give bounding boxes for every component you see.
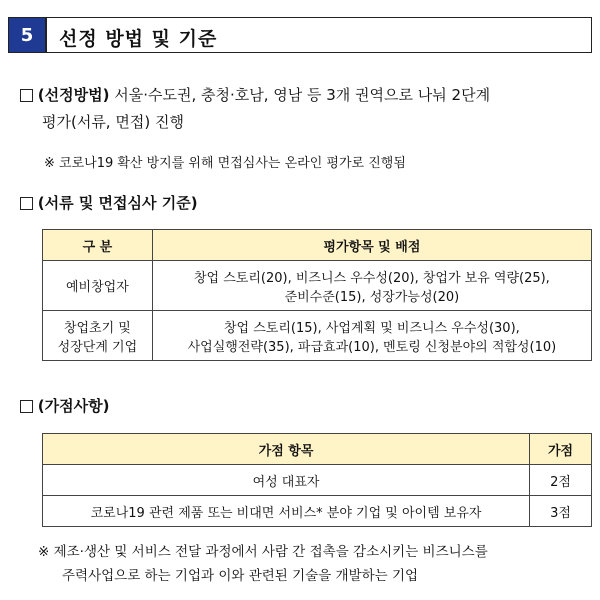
criteria-col-items: 평가항목 및 배점: [152, 230, 591, 261]
table-row: [43, 311, 592, 361]
table-row: [43, 496, 592, 527]
criteria-heading-row: [20, 190, 198, 217]
criteria-heading: (서류 및 면접심사 기준): [37, 194, 198, 212]
criteria-category: 창업초기 및 성장단계 기업: [43, 311, 153, 361]
criteria-table-header: [43, 230, 592, 261]
bonus-table-header: [43, 434, 592, 465]
method-note: ※ 코로나19 확산 방지를 위해 면접심사는 온라인 평가로 진행됨: [44, 156, 406, 171]
bonus-col-points: 가점: [530, 434, 592, 465]
section-header: [8, 17, 592, 53]
section-number: 5: [9, 18, 47, 52]
checkbox-icon: [20, 400, 33, 413]
criteria-col-category: 구 분: [43, 230, 153, 261]
method-paragraph: [20, 82, 590, 136]
method-text-line1: 서울·수도권, 충청·호남, 영남 등 3개 권역으로 나눠 2단계: [114, 86, 491, 104]
criteria-category: 예비창업자: [43, 261, 153, 311]
bonus-footnote-line1: ※ 제조·생산 및 서비스 전달 과정에서 사람 간 접촉을 감소시키는 비즈니스를: [38, 544, 488, 560]
method-label: (선정방법): [37, 86, 110, 104]
bonus-item: 코로나19 관련 제품 또는 비대면 서비스* 분야 기업 및 아이템 보유자: [43, 496, 530, 527]
bonus-heading-row: [20, 393, 109, 420]
bonus-table: [42, 433, 592, 527]
bonus-points: 3점: [530, 496, 592, 527]
method-text-line2: 평가(서류, 면접) 진행: [42, 113, 184, 131]
checkbox-icon: [20, 197, 33, 210]
criteria-items: 창업 스토리(20), 비즈니스 우수성(20), 창업가 보유 역량(25), 준비수준(15), 성장가능성(20): [152, 261, 591, 311]
bonus-footnote-line2: 주력사업으로 하는 기업과 이와 관련된 기술을 개발하는 기업: [62, 568, 419, 584]
bonus-footnote: [38, 540, 488, 588]
table-row: [43, 261, 592, 311]
checkbox-icon: [20, 89, 33, 102]
criteria-table: [42, 229, 592, 361]
bonus-points: 2점: [530, 465, 592, 496]
table-row: [43, 465, 592, 496]
bonus-col-item: 가점 항목: [43, 434, 530, 465]
section-title: 선정 방법 및 기준: [59, 28, 218, 50]
bonus-heading: (가점사항): [37, 397, 110, 415]
bonus-item: 여성 대표자: [43, 465, 530, 496]
criteria-items: 창업 스토리(15), 사업계획 및 비즈니스 우수성(30), 사업실행전략(35), 파급효과(10), 멘토링 신청분야의 적합성(10): [152, 311, 591, 361]
